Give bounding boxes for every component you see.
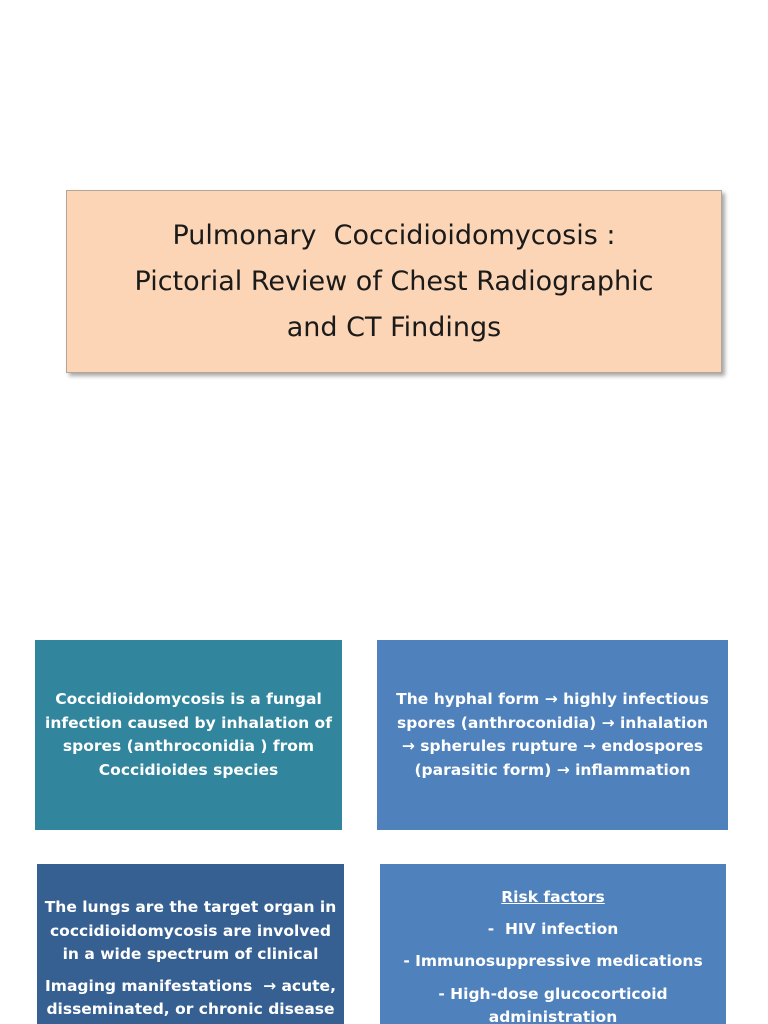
lifecycle-line-3: → spherules rupture → endospores — [401, 737, 704, 755]
lifecycle-line-2: spores (anthroconidia) → inhalation — [397, 713, 708, 732]
risk-factors-card — [380, 864, 726, 1024]
definition-line-4: Coccidioides species — [98, 760, 279, 779]
imaging-line-1: Imaging manifestations → acute, — [45, 976, 336, 995]
definition-line-3: spores (anthroconidia ) from — [62, 737, 315, 755]
lungs-card — [37, 864, 344, 1024]
definition-card — [35, 640, 342, 830]
risk-factor-item-3: - High-dose glucocorticoid — [438, 984, 668, 1003]
risk-factor-item-2: - Immunosuppressive medications — [403, 952, 703, 970]
risk-factors-heading: Risk factors — [501, 888, 605, 906]
definition-line-2: infection caused by inhalation of — [45, 713, 332, 732]
lungs-line-2: coccidioidomycosis are involved — [49, 921, 332, 940]
lifecycle-line-1: The hyphal form → highly infectious — [396, 690, 709, 708]
definition-line-1: Coccidioidomycosis is a fungal — [55, 690, 322, 708]
title-box — [66, 190, 722, 373]
title-line-1: Pulmonary Coccidioidomycosis : — [172, 219, 616, 251]
risk-factor-item-4: administration — [488, 1008, 618, 1024]
lifecycle-line-4: (parasitic form) → inflammation — [414, 760, 691, 779]
risk-factor-item-1: - HIV infection — [487, 919, 619, 938]
lungs-line-1: The lungs are the target organ in — [44, 898, 337, 916]
lifecycle-card — [377, 640, 728, 830]
imaging-line-2: disseminated, or chronic disease — [46, 1000, 335, 1018]
title-line-2: Pictorial Review of Chest Radiographic — [134, 265, 654, 297]
lungs-line-3: in a wide spectrum of clinical — [62, 945, 319, 963]
title-line-3: and CT Findings — [286, 311, 502, 343]
